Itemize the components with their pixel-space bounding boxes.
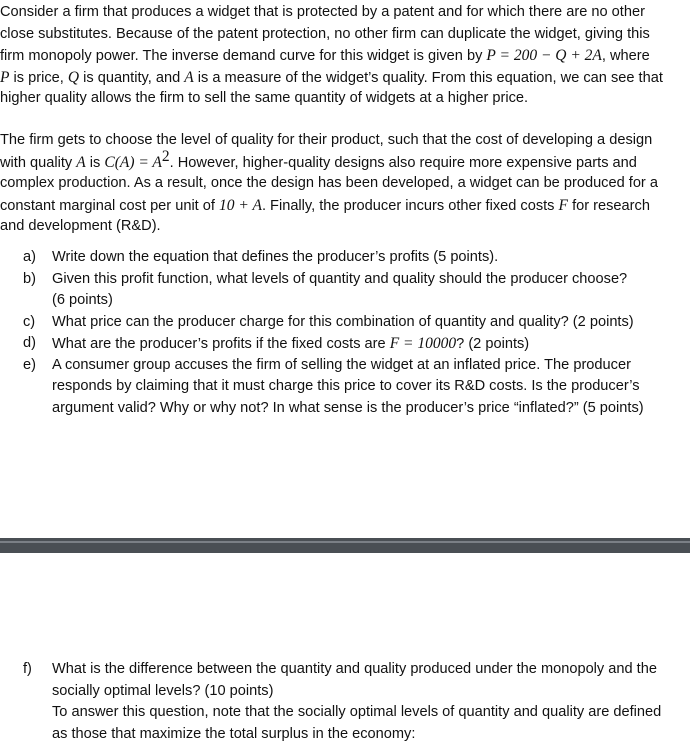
question-label: f)	[23, 661, 32, 677]
question-label: d)	[23, 335, 36, 351]
cost-line-3: complex production. As a result, once the design has been developed, a widget can be produced for a	[0, 175, 658, 191]
intro-line-3: firm monopoly power. The inverse demand curve for this widget is given by P = 200 − Q + 2A, where	[0, 47, 650, 64]
question-label: b)	[23, 270, 36, 287]
question-list	[0, 247, 690, 419]
intro-line-2: close substitutes. Because of the patent protection, no other firm can duplicate the widget, giving this	[0, 25, 650, 42]
question-label: c)	[23, 313, 36, 330]
cost-function: C(A) = A	[104, 153, 162, 171]
question-f: f) What is the difference between the quantity and quality produced under the monopoly and the socially optimal levels? (10 points) To answer this question, note that the socially optimal levels of quantity and quality are defined as those that maximize the total surplus in the economy:	[23, 661, 662, 742]
intro-line-4: P is price, Q is quantity, and A is a measure of the widget’s quality. From this equation, we can see that	[0, 68, 663, 86]
page-divider-highlight	[0, 541, 690, 543]
question-d: d) What are the producer’s profits if the fixed costs are F = 10000? (2 points)	[0, 333, 690, 355]
marginal-cost: 10 + A	[219, 196, 262, 214]
question-list-continued	[0, 659, 690, 745]
cost-paragraph	[0, 130, 690, 238]
question-label: a)	[23, 249, 36, 265]
demand-equation: P = 200 − Q + 2A	[486, 47, 602, 64]
cost-line-5: and development (R&D).	[0, 218, 161, 234]
intro-paragraph	[0, 2, 690, 110]
question-a: a) Write down the equation that defines the producer’s profits (5 points).	[0, 247, 690, 269]
intro-line-5: higher quality allows the firm to sell the same quantity of widgets at a higher price.	[0, 90, 529, 106]
cost-line-4: constant marginal cost per unit of 10 + A. Finally, the producer incurs other fixed costs F for research	[0, 196, 650, 214]
question-label: e)	[23, 356, 36, 373]
cost-line-2: with quality A is $C(A) = A^2$. However, higher-quality designs also require more expensive parts and	[0, 147, 637, 171]
question-b: b) Given this profit function, what levels of quantity and quality should the producer choose? (6 points)	[23, 270, 628, 308]
question-e: e) A consumer group accuses the firm of selling the widget at an inflated price. The producer responds by claiming that it must charge this price to cover its R&D costs. Is the producer’s argument valid? Why or why not? In what sense is the producer’s price “inflated?” (5 points)	[23, 356, 644, 416]
cost-line-1: The firm gets to choose the level of quality for their product, such that the cost of developing a design	[0, 132, 653, 148]
question-c: c) What price can the producer charge for this combination of quantity and quality? (2 points)	[0, 312, 690, 334]
intro-line-1: Consider a firm that produces a widget that is protected by a patent and for which there are no other	[0, 4, 645, 20]
